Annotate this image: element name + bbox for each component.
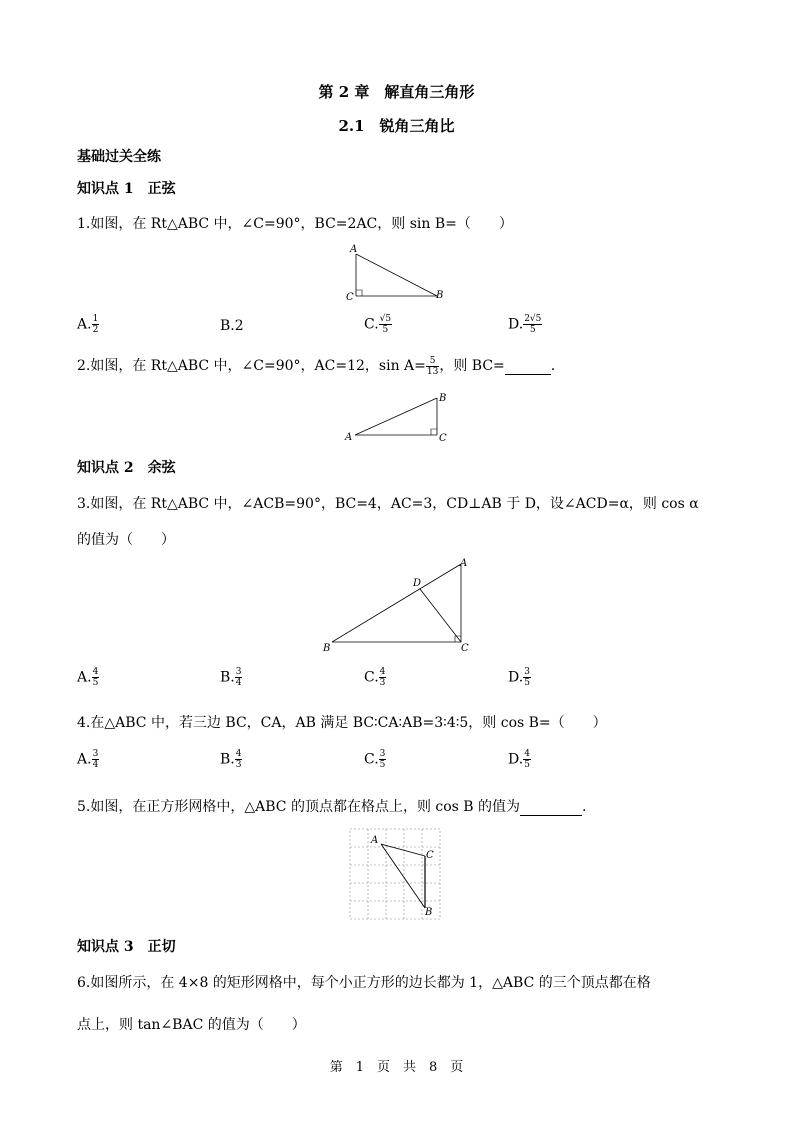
q2-side-ab bbox=[355, 398, 437, 435]
question-6-line-1: 6.如图所示，在 4×8 的矩形网格中，每个小正方形的边长都为 1，△ABC 的三个顶点都在格 bbox=[77, 975, 651, 991]
question-4-text: 4.在△ABC 中，若三边 BC，CA，AB 满足 BC∶CA∶AB=3∶4∶5，则 cos B=（ ） bbox=[77, 715, 607, 731]
chapter-title: 第 2 章 解直角三角形 bbox=[318, 83, 475, 101]
q1-option-d[interactable]: D. $\frac{2√5}{5}$ bbox=[508, 314, 542, 335]
q2-answer-blank[interactable] bbox=[505, 358, 551, 375]
q4-option-a[interactable]: A. $\frac{3}{4}$ bbox=[77, 749, 99, 770]
question-5-figure bbox=[345, 826, 445, 922]
knowledge-point-1: 知识点 1 正弦 bbox=[77, 181, 176, 197]
question-2-figure bbox=[342, 390, 452, 445]
q3-option-b[interactable]: B. $\frac{3}{4}$ bbox=[220, 667, 242, 688]
question-1-figure bbox=[340, 240, 450, 305]
section-heading: 基础过关全练 bbox=[77, 149, 161, 165]
q1-option-b[interactable]: B.2 bbox=[220, 318, 244, 334]
q3-label-b: B bbox=[323, 643, 331, 654]
q4-option-d[interactable]: D. $\frac{4}{5}$ bbox=[508, 749, 530, 770]
q3-side-ab bbox=[332, 564, 461, 642]
q5-label-a: A bbox=[371, 835, 379, 846]
q3-label-c: C bbox=[461, 643, 469, 654]
page-footer: 第 1 页 共 8 页 bbox=[329, 1060, 464, 1075]
q4-option-b[interactable]: B. $\frac{4}{3}$ bbox=[220, 749, 242, 770]
q2-right-angle-mark bbox=[431, 429, 437, 435]
q4-option-c[interactable]: C. $\frac{3}{5}$ bbox=[364, 749, 386, 770]
question-5-text: 5.如图，在正方形网格中，△ABC 的顶点都在格点上，则 cos B 的值为 . bbox=[77, 799, 587, 815]
q1-option-a[interactable]: A. $\frac{1}{2}$ bbox=[77, 314, 99, 335]
q3-option-d[interactable]: D. $\frac{3}{5}$ bbox=[508, 667, 530, 688]
question-3-line-1: 3.如图，在 Rt△ABC 中，∠ACB=90°，BC=4，AC=3，CD⊥AB 于 D，设∠ACD=α，则 cos α bbox=[77, 496, 699, 512]
q3-option-a[interactable]: A. $\frac{4}{5}$ bbox=[77, 667, 99, 688]
q5-grid bbox=[350, 829, 440, 919]
q5-side-ab bbox=[381, 844, 425, 908]
q1-label-c: C bbox=[346, 292, 354, 303]
question-1-text: 1.如图，在 Rt△ABC 中，∠C=90°，BC=2AC，则 sin B=（ ） bbox=[77, 216, 513, 232]
q3-label-d: D bbox=[413, 578, 422, 589]
q2-label-c: C bbox=[439, 433, 447, 444]
section-title: 2.1 锐角三角比 bbox=[338, 117, 455, 135]
q1-side-ab bbox=[356, 254, 437, 296]
q5-label-b: B bbox=[425, 907, 433, 918]
q3-label-a: A bbox=[460, 558, 468, 569]
q1-label-a: A bbox=[350, 244, 358, 255]
q5-label-c: C bbox=[426, 850, 434, 861]
knowledge-point-2: 知识点 2 余弦 bbox=[77, 460, 176, 476]
knowledge-point-3: 知识点 3 正切 bbox=[77, 939, 176, 955]
q3-option-c[interactable]: C. $\frac{4}{3}$ bbox=[364, 667, 386, 688]
question-3-figure bbox=[318, 553, 478, 658]
q1-label-b: B bbox=[436, 290, 444, 301]
question-6-line-2: 点上，则 tan∠BAC 的值为（ ） bbox=[77, 1017, 306, 1033]
q5-answer-blank[interactable] bbox=[520, 799, 582, 816]
q1-option-c[interactable]: C. $\frac{√5}{5}$ bbox=[364, 314, 392, 335]
q1-right-angle-mark bbox=[356, 290, 362, 296]
q2-label-a: A bbox=[345, 432, 353, 443]
question-2-text: 2.如图，在 Rt△ABC 中，∠C=90°，AC=12，sin A= $\frac{5}{13}$ ，则 BC= . bbox=[77, 355, 556, 377]
q2-label-b: B bbox=[439, 393, 447, 404]
q3-altitude-cd bbox=[420, 589, 461, 642]
question-3-line-2: 的值为（ ） bbox=[77, 532, 175, 548]
